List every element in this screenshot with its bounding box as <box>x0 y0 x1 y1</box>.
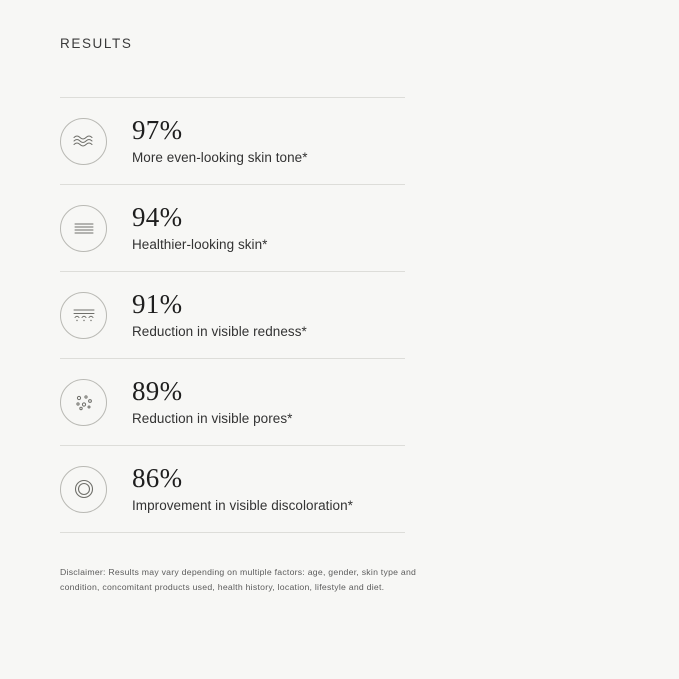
waves-icon <box>60 118 107 165</box>
result-text <box>132 377 405 428</box>
result-percent: 89% <box>132 375 183 406</box>
page-title: RESULTS <box>60 36 133 51</box>
result-text <box>132 116 405 167</box>
result-description: Healthier-looking skin* <box>132 236 268 252</box>
ring-circle-icon <box>60 466 107 513</box>
icon-wrap <box>60 205 132 252</box>
icon-wrap <box>60 118 132 165</box>
result-description: Reduction in visible redness* <box>132 323 307 339</box>
results-content <box>60 36 480 604</box>
list-item <box>60 359 405 446</box>
redness-lines-icon <box>60 292 107 339</box>
result-percent: 91% <box>132 288 183 319</box>
lines-icon <box>60 205 107 252</box>
result-percent: 97% <box>132 114 183 145</box>
list-item <box>60 185 405 272</box>
icon-wrap <box>60 466 132 513</box>
result-percent: 86% <box>132 462 183 493</box>
pores-dots-icon <box>60 379 107 426</box>
result-text <box>132 203 405 254</box>
icon-wrap <box>60 379 132 426</box>
result-description: Improvement in visible discoloration* <box>132 497 353 513</box>
list-item <box>60 446 405 533</box>
result-text <box>132 290 405 341</box>
list-item <box>60 272 405 359</box>
results-list <box>60 97 405 533</box>
list-item <box>60 98 405 185</box>
result-description: Reduction in visible pores* <box>132 410 293 426</box>
icon-wrap <box>60 292 132 339</box>
disclaimer-text: Disclaimer: Results may vary depending on multiple factors: age, gender, skin type and condition, concomitant products used, health history, location, lifestyle and diet. <box>60 567 417 593</box>
result-text <box>132 464 405 515</box>
result-description: More even-looking skin tone* <box>132 149 308 165</box>
result-percent: 94% <box>132 201 183 232</box>
